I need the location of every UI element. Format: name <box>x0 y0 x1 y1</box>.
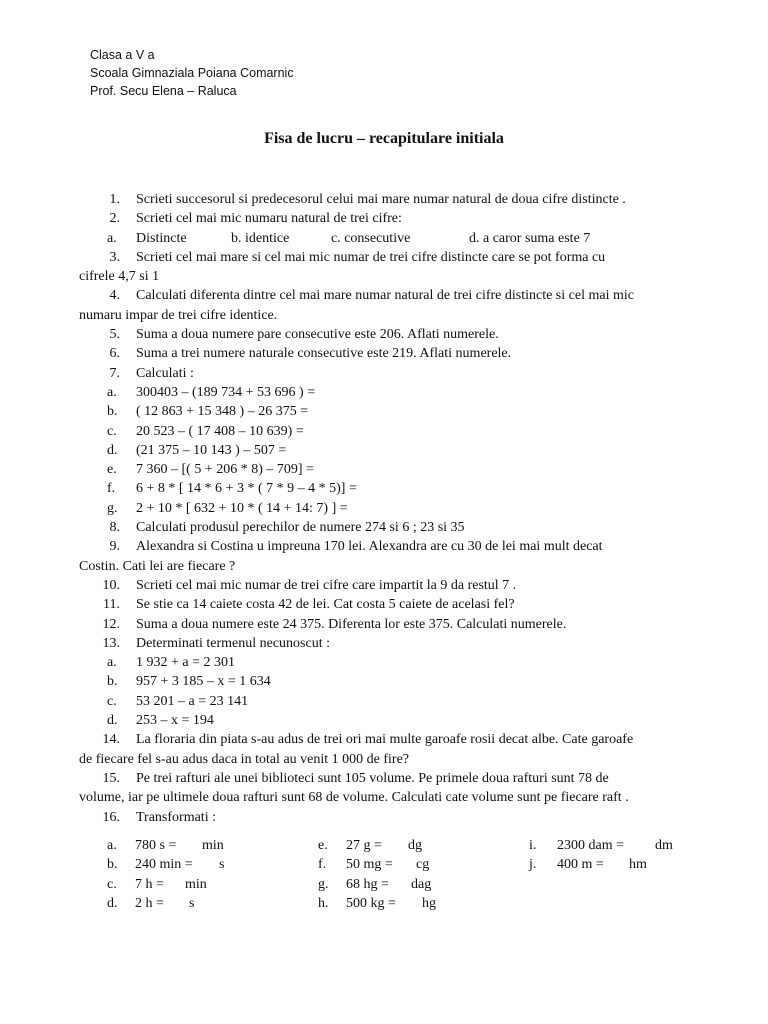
conversion-letter: g. <box>318 876 329 892</box>
conversion-unit: s <box>219 857 225 873</box>
item-continuation: cifrele 4,7 si 1 <box>79 269 160 285</box>
subitem-text: 6 + 8 * [ 14 * 6 + 3 * ( 7 * 9 – 4 * 5)] = <box>136 481 357 497</box>
exercise-list <box>79 190 699 827</box>
exercise-item <box>79 248 699 267</box>
exercise-item <box>79 769 699 788</box>
exercise-item <box>79 576 699 595</box>
conversion-expression: 780 s = <box>135 838 177 853</box>
subitem <box>79 711 699 730</box>
conversion-expression: 240 min = <box>135 857 193 873</box>
subitem-letter: b. <box>107 674 118 690</box>
option-d: d. a caror suma este 7 <box>469 230 591 246</box>
exercise-item <box>79 808 699 827</box>
exercise-item <box>79 364 699 383</box>
item-text: Suma a doua numere pare consecutive este 206. Aflati numerele. <box>136 327 499 343</box>
item-number: 15. <box>102 770 120 786</box>
item-number: 2. <box>109 211 120 227</box>
item-text: Pe trei rafturi ale unei biblioteci sunt 105 volume. Pe primele doua rafturi sunt 78 de <box>136 770 609 786</box>
subitem-letter: f. <box>107 481 116 497</box>
option-c: c. consecutive <box>331 230 411 246</box>
subitem-letter: d. <box>107 442 118 458</box>
conversion-expression: 50 mg = <box>346 857 393 873</box>
item-number: 1. <box>109 192 120 207</box>
item-continuation: volume, iar pe ultimele doua rafturi sunt 68 de volume. Calculati cate volume sunt pe fiecare raft . <box>79 790 629 806</box>
item-number: 11. <box>103 597 120 613</box>
exercise-item <box>79 209 699 228</box>
worksheet-title: Fisa de lucru – recapitulare initiala <box>264 130 504 147</box>
item-text: Scrieti cel mai mic numar de trei cifre care impartit la 9 da restul 7 . <box>136 577 517 593</box>
conversion-letter: i. <box>529 838 537 853</box>
subitem-text: 957 + 3 185 – x = 1 634 <box>136 674 271 690</box>
subitem-letter: d. <box>107 713 118 729</box>
subitem <box>79 672 699 691</box>
subitem-text: 300403 – (189 734 + 53 696 ) = <box>136 384 316 400</box>
subitem-text: 53 201 – a = 23 141 <box>136 693 249 709</box>
exercise-item <box>79 518 699 537</box>
subitem-letter: c. <box>107 423 117 439</box>
subitem <box>79 692 699 711</box>
item-number: 13. <box>102 635 120 651</box>
item-continuation: numaru impar de trei cifre identice. <box>79 307 278 323</box>
item-number: 7. <box>109 365 120 381</box>
item-text: Calculati diferenta dintre cel mai mare numar natural de trei cifre distincte si cel mai mic <box>136 288 634 304</box>
subitem-text: 1 932 + a = 2 301 <box>136 655 236 671</box>
option-letter: a. <box>107 230 117 246</box>
item-continuation: Costin. Cati lei are fiecare ? <box>79 558 236 574</box>
conversion-letter: b. <box>107 857 118 873</box>
exercise-item <box>79 615 699 634</box>
exercise-item <box>79 190 699 209</box>
conversion-unit: hm <box>629 857 647 873</box>
conversion-letter: h. <box>318 895 329 911</box>
exercise-item <box>79 730 699 749</box>
item-text: Calculati : <box>136 365 194 381</box>
conversion-unit: dm <box>655 838 673 853</box>
conversion-letter: a. <box>107 838 117 853</box>
conversion-unit: min <box>185 876 207 892</box>
item-text: Suma a doua numere este 24 375. Diferenta lor este 375. Calculati numerele. <box>136 616 567 632</box>
conversion-expression: 2300 dam = <box>557 838 624 853</box>
school-line: Scoala Gimnaziala Poiana Comarnic <box>90 66 294 80</box>
item-number: 14. <box>102 732 120 748</box>
conversion-unit: min <box>202 838 224 853</box>
item-text: Determinati termenul necunoscut : <box>136 635 330 651</box>
exercise-item <box>79 344 699 363</box>
subitem-letter: a. <box>107 384 117 400</box>
conversion-expression: 2 h = <box>135 895 164 911</box>
exercise-item <box>79 325 699 344</box>
item-number: 16. <box>102 809 120 825</box>
subitem-text: (21 375 – 10 143 ) – 507 = <box>136 442 287 458</box>
exercise-item <box>79 634 699 653</box>
item-number: 10. <box>102 577 120 593</box>
conversion-unit: dg <box>408 838 422 853</box>
item-number: 6. <box>109 346 120 362</box>
exercise-options <box>79 229 699 248</box>
conversion-unit: s <box>189 895 195 911</box>
subitem-letter: c. <box>107 693 117 709</box>
item-text: La floraria din piata s-au adus de trei ori mai multe garoafe rosii decat albe. Cate garoafe <box>136 732 634 748</box>
item-number: 9. <box>109 539 120 555</box>
subitem <box>79 383 699 402</box>
conversion-letter: c. <box>107 876 117 892</box>
subitem <box>79 460 699 479</box>
subitem-text: 20 523 – ( 17 408 – 10 639) = <box>136 423 304 439</box>
option-b: b. identice <box>231 230 290 246</box>
conversion-unit: hg <box>422 895 436 911</box>
item-text: Scrieti cel mai mare si cel mai mic numar de trei cifre distincte care se pot forma cu <box>136 249 606 265</box>
subitem <box>79 653 699 672</box>
item-text: Transformati : <box>136 809 216 825</box>
subitem-letter: b. <box>107 404 118 420</box>
item-continuation: de fiecare fel s-au adus daca in total au venit 1 000 de fire? <box>79 751 410 767</box>
conversion-letter: j. <box>529 857 537 873</box>
conversion-letter: f. <box>318 857 327 873</box>
document-header <box>90 46 294 100</box>
item-text: Scrieti succesorul si predecesorul celui mai mare numar natural de doua cifre distincte . <box>136 192 626 207</box>
item-number: 8. <box>109 520 120 536</box>
conversion-expression: 7 h = <box>135 876 164 892</box>
class-line: Clasa a V a <box>90 48 155 62</box>
conversion-unit: dag <box>411 876 432 892</box>
subitem-text: 253 – x = 194 <box>136 713 214 729</box>
conversion-unit: cg <box>416 857 430 873</box>
conversion-expression: 68 hg = <box>346 876 389 892</box>
subitem-letter: g. <box>107 500 118 516</box>
subitem-text: 2 + 10 * [ 632 + 10 * ( 14 + 14: 7) ] = <box>136 500 348 516</box>
subitem-letter: e. <box>107 462 117 478</box>
option-a: Distincte <box>136 230 187 246</box>
subitem <box>79 402 699 421</box>
exercise-item <box>79 537 699 556</box>
subitem-text: 7 360 – [( 5 + 206 * 8) – 709] = <box>136 462 314 478</box>
item-text: Se stie ca 14 caiete costa 42 de lei. Cat costa 5 caiete de acelasi fel? <box>136 597 515 613</box>
item-text: Alexandra si Costina u impreuna 170 lei. Alexandra are cu 30 de lei mai mult decat <box>136 539 603 555</box>
item-text: Suma a trei numere naturale consecutive este 219. Aflati numerele. <box>136 346 512 362</box>
subitem-letter: a. <box>107 655 117 671</box>
exercise-item <box>79 595 699 614</box>
item-text: Scrieti cel mai mic numaru natural de trei cifre: <box>136 211 402 227</box>
conversion-expression: 500 kg = <box>346 895 396 911</box>
subitem <box>79 499 699 518</box>
item-number: 12. <box>102 616 120 632</box>
exercise-item <box>79 286 699 305</box>
item-number: 4. <box>109 288 120 304</box>
teacher-line: Prof. Secu Elena – Raluca <box>90 84 237 98</box>
conversion-expression: 400 m = <box>557 857 604 873</box>
subitem <box>79 422 699 441</box>
subitem-text: ( 12 863 + 15 348 ) – 26 375 = <box>136 404 309 420</box>
subitem <box>79 479 699 498</box>
item-text: Calculati produsul perechilor de numere 274 si 6 ; 23 si 35 <box>136 520 465 536</box>
item-number: 5. <box>109 327 120 343</box>
conversion-letter: d. <box>107 895 118 911</box>
subitem <box>79 441 699 460</box>
conversion-expression: 27 g = <box>346 838 382 853</box>
item-number: 3. <box>109 249 120 265</box>
conversion-letter: e. <box>318 838 328 853</box>
